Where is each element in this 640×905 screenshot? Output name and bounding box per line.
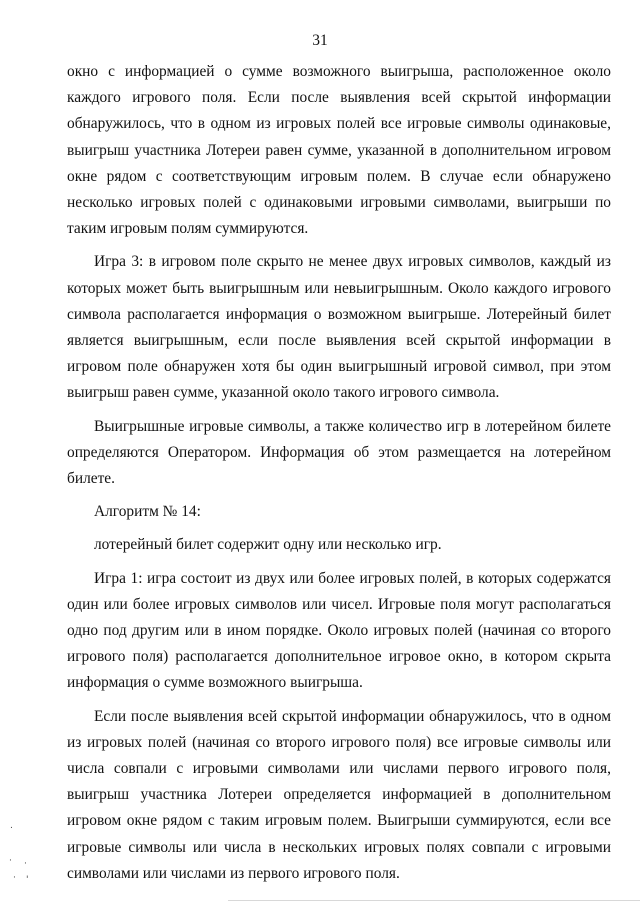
paragraph: лотерейный билет содержит одну или несколько игр. <box>94 536 442 554</box>
scan-speck: . <box>10 821 13 831</box>
document-body <box>67 59 611 887</box>
scan-edge-line <box>228 900 640 901</box>
scan-speck: · <box>9 856 12 866</box>
paragraph: окно с информацией о сумме возможного выигрыша, расположенное около каждого игрового поля. Если после выявления всей скрытой информации обнаружилось, что в одном из игровых полей все игровые символы одинаковые, выигрыш участника Лотереи равен сумме, указанной в дополнительном игровом окне рядом с соответствующим игровым полем. В случае если обнаружено несколько игровых полей с одинаковыми игровыми символами, выигрыши по таким игровым полям суммируются. <box>67 63 611 238</box>
paragraph: Игра 1: игра состоит из двух или более игровых полей, в которых содержатся один или более игровых символов или чисел. Игровые поля могут располагаться одно под другим или в ином порядке. Около игровых полей (начиная со второго игрового поля) располагается дополнительное игровое окно, в котором скрыта информация о сумме возможного выигрыша. <box>67 569 611 692</box>
scan-speck: ' <box>26 875 29 885</box>
paragraph: Если после выявления всей скрытой информации обнаружилось, что в одном из игровых полей (начиная со второго игрового поля) все игровые символы или числа совпали с игровыми символами или числами первого игрового поля, выигрыш участника Лотереи определяется информацией в дополнительном игровом окне рядом с таким игровым полем. Выигрыши суммируются, если все игровые символы или числа в нескольких игровых полях совпали с игровыми символами или числами из первого игрового поля. <box>67 707 611 882</box>
section-heading: Алгоритм № 14: <box>94 503 201 521</box>
page-number: 31 <box>312 32 328 49</box>
scan-speck: · <box>13 873 16 883</box>
paragraph: Выигрышные игровые символы, а также количество игр в лотерейном билете определяются Оператором. Информация об этом размещается на лотерейном билете. <box>67 417 611 488</box>
scan-speck: · <box>24 859 27 869</box>
paragraph: Игра 3: в игровом поле скрыто не менее двух игровых символов, каждый из которых может быть выигрышным или невыигрышным. Около каждого игрового символа располагается информация о возможном выигрыше. Лотерейный билет является выигрышным, если после выявления всей скрытой информации в игровом поле обнаружен хотя бы один выигрышный игровой символ, при этом выигрыш равен сумме, указанной около такого игрового символа. <box>67 253 611 402</box>
